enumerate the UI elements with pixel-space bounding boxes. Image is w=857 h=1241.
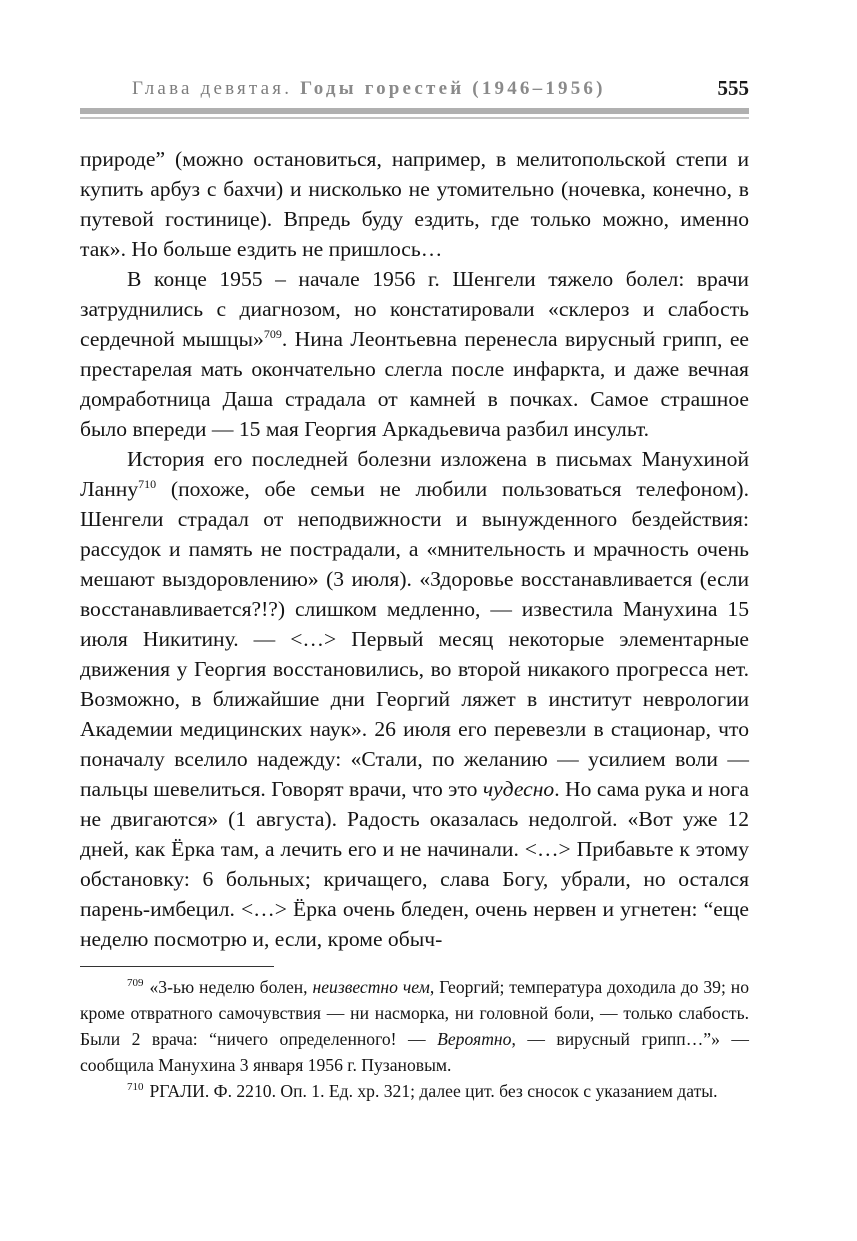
footnote-ref: 709 [263, 326, 282, 341]
header-rule [80, 108, 749, 114]
text-run: , Георгий; температура доходила до 39; но кроме отвратного самочувствия — ни насморка, ни головной боли, — только слабость. Были 2 врача: “ничего определенного! — [80, 977, 749, 1049]
italic-run: неизвестно чем [312, 977, 430, 997]
text-run: В конце 1955 – начале 1956 г. Шенгели тяжело болел: врачи затруднились с диагнозом, но констатировали «склероз и слабость сердечной мышцы» [80, 267, 749, 351]
running-title [132, 78, 606, 100]
italic-run: Вероятно [437, 1029, 512, 1049]
footnotes [80, 974, 749, 1104]
text-run: . Нина Леонтьевна перенесла вирусный грипп, ее престарелая мать окончательно слегла после инфаркта, и даже вечная домработница Даша страдала от камней в почках. Самое страшное было впереди — 15 мая Георгия Аркадьевича разбил инсульт. [80, 327, 749, 441]
footnote-separator [80, 966, 274, 967]
header-rule-thin [80, 117, 749, 119]
footnote-number: 710 [127, 1081, 144, 1094]
footnote-number: 709 [127, 977, 144, 990]
text-run: . Но сама рука и нога не двигаются» (1 августа). Радость оказалась недолгой. «Вот уже 12 дней, как Ёрка там, а лечить его и не начинали. <…> Прибавьте к этому обстановку: 6 больных; кричащего, слава Богу, убрали, но остался парень-имбецил. <…> Ёрка очень бледен, очень нервен и угнетен: “еще неделю посмотрю и, если, кроме обыч- [80, 777, 749, 951]
paragraph [80, 144, 749, 264]
footnote [80, 974, 749, 1078]
paragraph [80, 264, 749, 444]
text-run: , — вирусный грипп…”» — сообщила Манухина 3 января 1956 г. Пузановым. [80, 1029, 750, 1075]
running-header [132, 76, 749, 106]
text-run: природе” (можно остановиться, например, в мелитопольской степи и купить арбуз с бахчи) и нисколько не утомительно (ночевка, конечно, в путевой гостинице). Впредь буду ездить, где только можно, именно так». Но больше ездить не пришлось… [80, 147, 749, 261]
page-number: 555 [717, 76, 749, 100]
main-text [80, 144, 749, 954]
italic-run: чудесно [482, 777, 555, 801]
text-run: (похоже, обе семьи не любили пользоваться телефоном). Шенгели страдал от неподвижности и вынужденного бездействия: рассудок и память не пострадали, а «мнительность и мрачность очень мешают выздоровлению» (3 июля). «Здоровье восстанавливается (если восстанавливается?!?) слишком медленно, — известила Манухина 15 июля Никитину. — <…> Первый месяц некоторые элементарные движения у Георгия восстановились, во второй никакого прогресса нет. Возможно, в ближайшие дни Георгий ляжет в институт неврологии Академии медицинских наук». 26 июля его перевезли в стационар, что поначалу вселило надежду: «Стали, по желанию — усилием воли — пальцы шевелиться. Говорят врачи, что это [80, 477, 749, 801]
text-run: История его последней болезни изложена в письмах Манухиной Ланну [80, 447, 749, 501]
footnote [80, 1078, 749, 1104]
footnote-ref: 710 [138, 476, 157, 491]
chapter-label: Глава девятая. [132, 78, 293, 99]
paragraph [80, 444, 749, 954]
chapter-title: Годы горестей (1946–1956) [300, 78, 606, 99]
text-run: РГАЛИ. Ф. 2210. Оп. 1. Ед. хр. 321; далее цит. без сносок с указанием даты. [149, 1081, 718, 1101]
text-run: «3-ью неделю болен, [149, 977, 313, 997]
